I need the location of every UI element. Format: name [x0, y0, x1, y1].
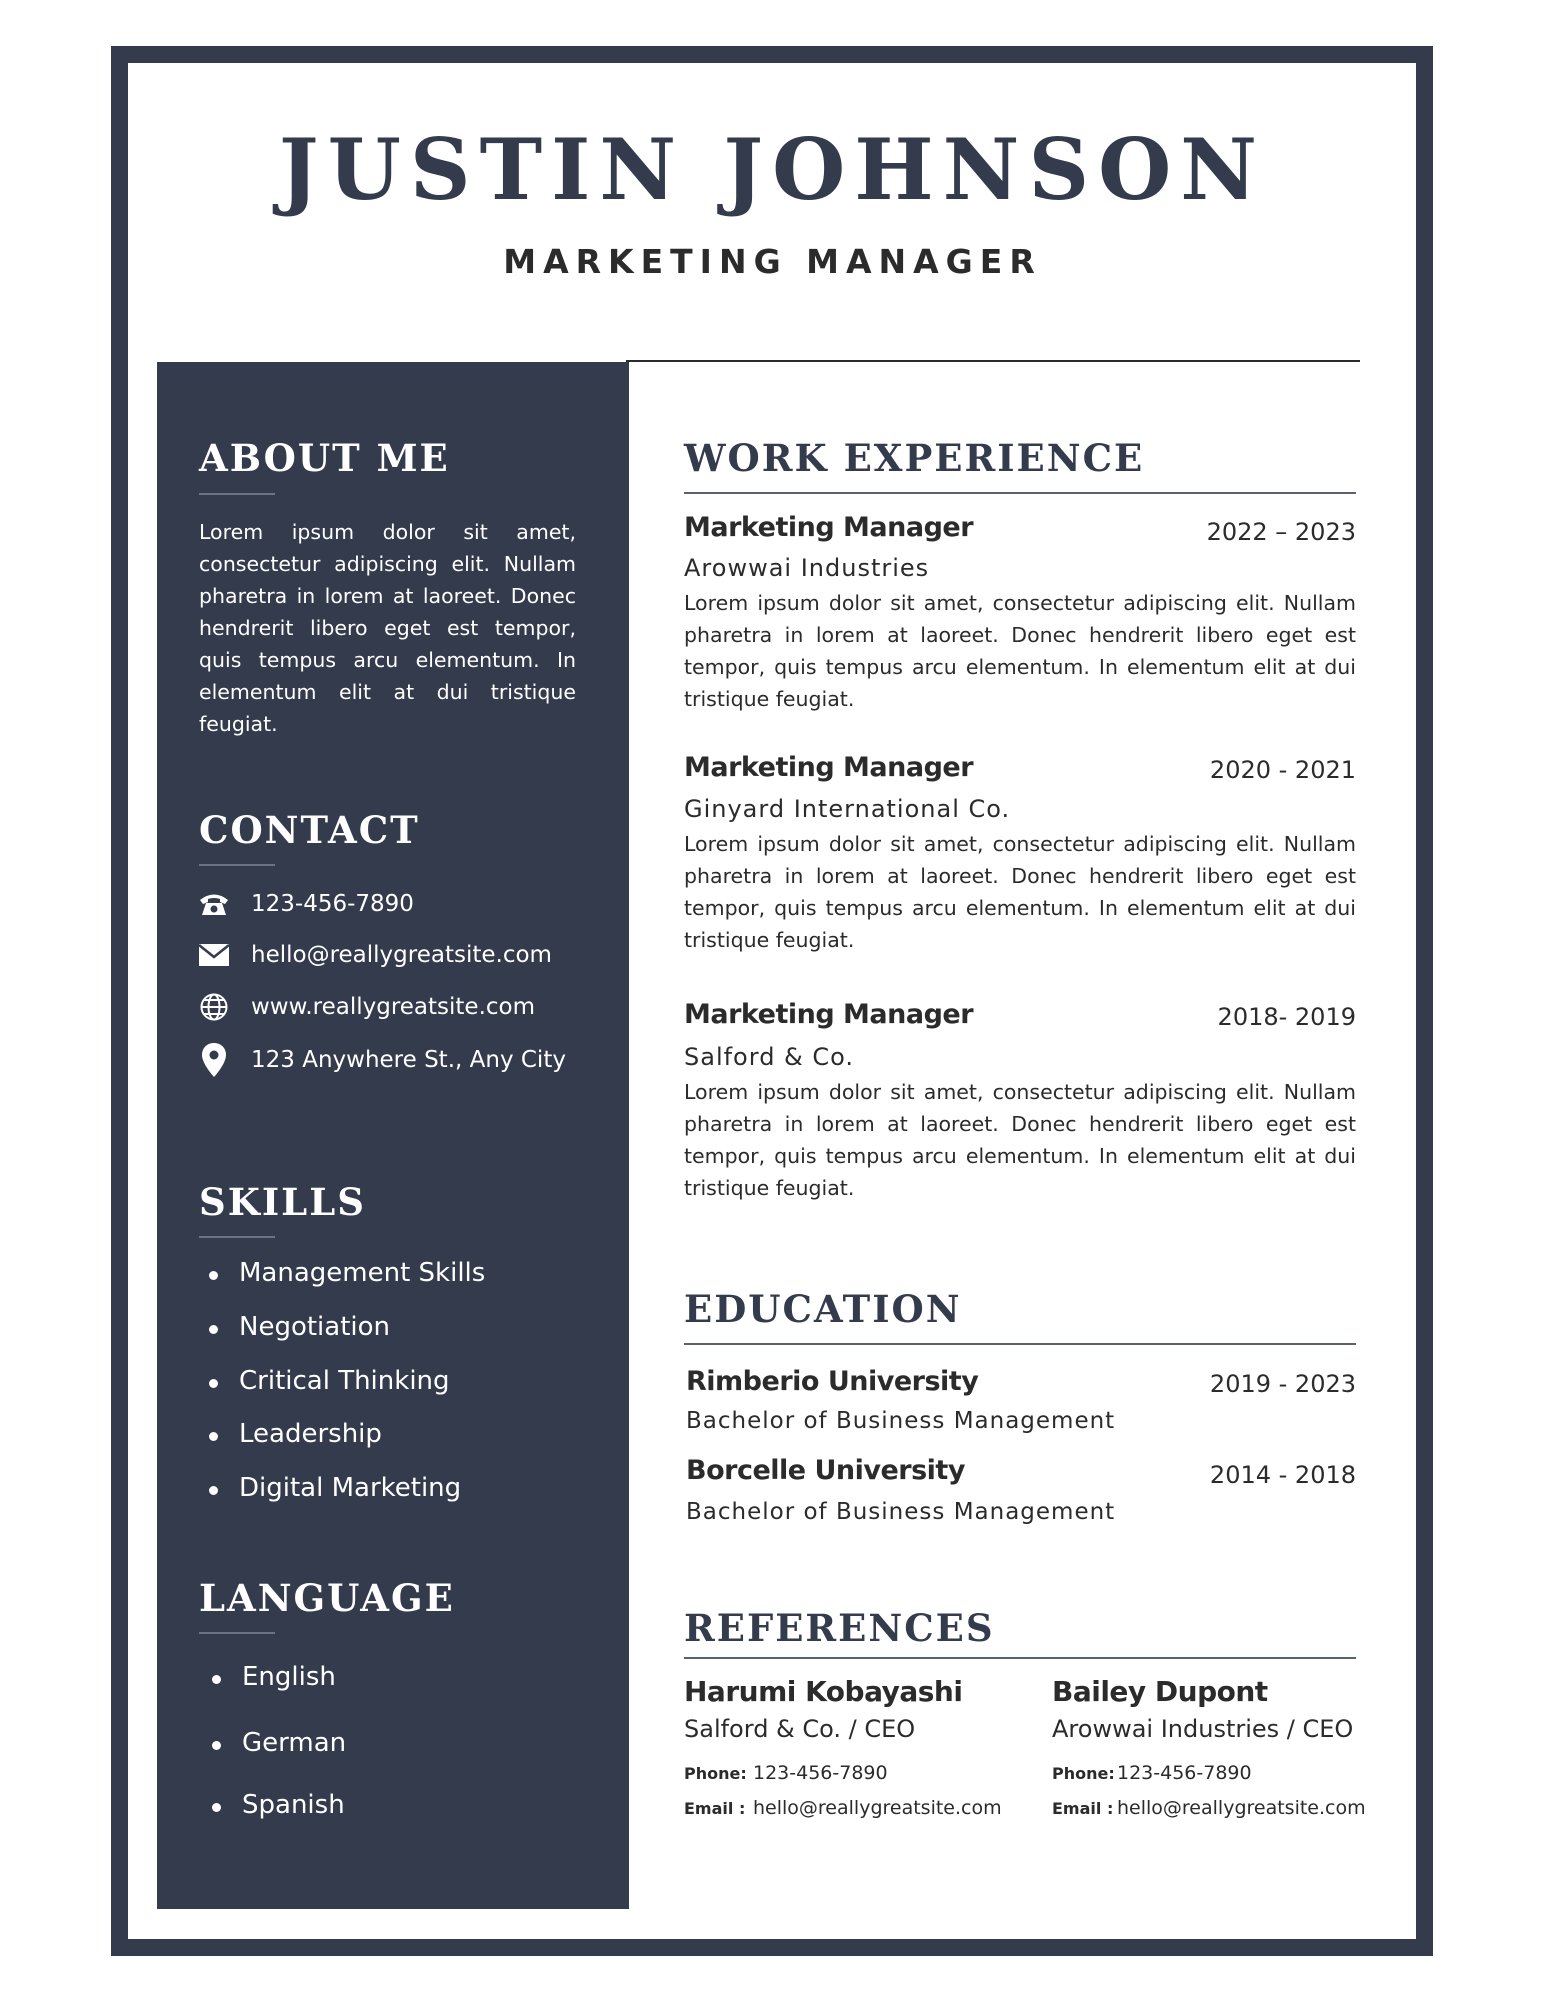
job-title: Marketing Manager: [684, 512, 974, 543]
job-description: Lorem ipsum dolor sit amet, consectetur adipiscing elit. Nullam pharetra in lorem at laoreet. Donec hendrerit libero eget est tempor, quis tempus arcu elementum. In elementum elit at dui tristique feugiat.: [684, 1080, 1356, 1200]
reference-email-label: Email :: [684, 1799, 746, 1818]
language-rule: [199, 1632, 275, 1634]
job-description: Lorem ipsum dolor sit amet, consectetur adipiscing elit. Nullam pharetra in lorem at laoreet. Donec hendrerit libero eget est tempor, quis tempus arcu elementum. In elementum elit at dui tristique feugiat.: [684, 832, 1356, 952]
education-title: EDUCATION: [684, 1287, 962, 1331]
contact-email-text[interactable]: hello@reallygreatsite.com: [251, 942, 552, 968]
contact-email: [197, 937, 552, 973]
about-rule: [199, 493, 275, 495]
contact-website: [197, 989, 536, 1025]
reference-phone-label: Phone:: [1052, 1764, 1115, 1783]
contact-phone: [197, 886, 414, 922]
job-dates: 2020 - 2021: [1209, 756, 1356, 784]
references-rule: [684, 1657, 1356, 1659]
job-company: Salford & Co.: [684, 1043, 855, 1071]
globe-icon: [197, 990, 231, 1024]
location-pin-icon: [197, 1043, 231, 1077]
education-school: Rimberio University: [686, 1366, 979, 1397]
reference-email[interactable]: hello@reallygreatsite.com: [1117, 1797, 1366, 1819]
reference-email[interactable]: hello@reallygreatsite.com: [753, 1797, 1002, 1819]
resume-role: MARKETING MANAGER: [503, 242, 1042, 281]
contact-website-text[interactable]: www.reallygreatsite.com: [251, 994, 536, 1020]
work-rule: [684, 492, 1356, 494]
education-rule: [684, 1343, 1356, 1345]
job-dates: 2018- 2019: [1217, 1003, 1356, 1031]
reference-phone: 123-456-7890: [1117, 1762, 1252, 1784]
job-title: Marketing Manager: [684, 999, 974, 1030]
education-dates: 2019 - 2023: [1209, 1370, 1356, 1398]
reference-phone: 123-456-7890: [753, 1762, 888, 1784]
contact-phone-text: 123-456-7890: [251, 891, 414, 917]
education-degree: Bachelor of Business Management: [686, 1408, 1116, 1434]
education-dates: 2014 - 2018: [1209, 1461, 1356, 1489]
mail-icon: [197, 938, 231, 972]
education-degree: Bachelor of Business Management: [686, 1499, 1116, 1525]
resume-name: JUSTIN JOHNSON: [278, 120, 1267, 219]
job-title: Marketing Manager: [684, 752, 974, 783]
contact-address-text: 123 Anywhere St., Any City: [251, 1047, 566, 1073]
job-description: Lorem ipsum dolor sit amet, consectetur adipiscing elit. Nullam pharetra in lorem at laoreet. Donec hendrerit libero eget est tempor, quis tempus arcu elementum. In elementum elit at dui tristique feugiat.: [684, 591, 1356, 711]
references-title: REFERENCES: [684, 1606, 995, 1650]
about-text: Lorem ipsum dolor sit amet, consectetur adipiscing elit. Nullam pharetra in lorem at laoreet. Donec hendrerit libero eget est tempor, quis tempus arcu elementum. In elementum elit at dui tristique feugiat.: [199, 520, 576, 736]
sidebar: ABOUT ME Lorem ipsum dolor sit amet, consectetur adipiscing elit. Nullam pharetra in lorem at laoreet. Donec hendrerit libero eget est tempor, quis tempus arcu elementum. In elementum elit at dui tristique feugiat. CONTACT 123-456-7890 hello@reallygreatsite.com www.reallygreatsite.com 123 Anywhere St., Any City SKILLS Management Skills Negotiation Critical Thinking Leadership Digital Marketing LANGUAGE English German Spanish: [157, 362, 629, 1909]
education-school: Borcelle University: [686, 1455, 965, 1486]
reference-name: Harumi Kobayashi: [684, 1675, 963, 1708]
reference-email-label: Email :: [1052, 1799, 1114, 1818]
reference-name: Bailey Dupont: [1052, 1675, 1268, 1708]
contact-rule: [199, 864, 275, 866]
language-title: LANGUAGE: [199, 1576, 455, 1620]
reference-role: Arowwai Industries / CEO: [1052, 1715, 1354, 1743]
reference-role: Salford & Co. / CEO: [684, 1715, 916, 1743]
contact-title: CONTACT: [199, 808, 420, 852]
skills-title: SKILLS: [199, 1180, 366, 1224]
phone-icon: [197, 887, 231, 921]
reference-phone-label: Phone:: [684, 1764, 747, 1783]
about-title: ABOUT ME: [199, 436, 450, 480]
job-company: Arowwai Industries: [684, 554, 930, 582]
work-title: WORK EXPERIENCE: [684, 436, 1145, 480]
job-dates: 2022 – 2023: [1206, 518, 1356, 546]
skills-rule: [199, 1236, 275, 1238]
header-divider: [626, 360, 1360, 362]
contact-address: [197, 1042, 566, 1078]
job-company: Ginyard International Co.: [684, 795, 1011, 823]
